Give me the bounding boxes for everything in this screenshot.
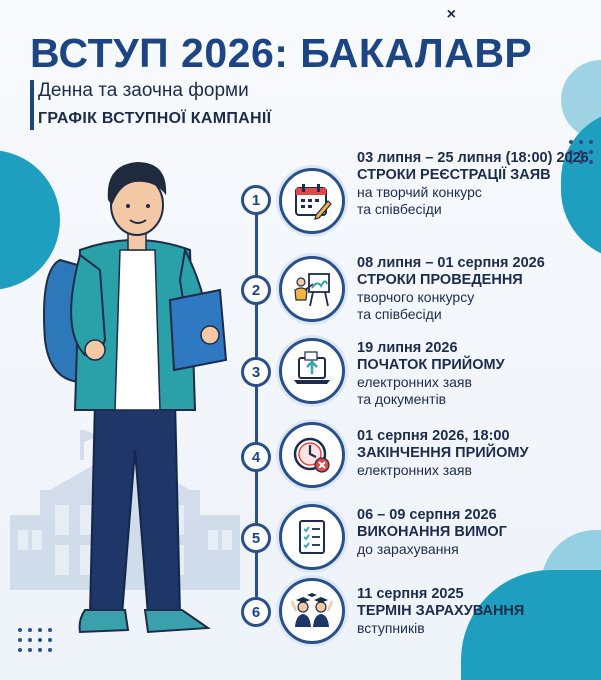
step-5-date: 06 – 09 серпня 2026 xyxy=(357,507,497,523)
step-5-desc-1: до зарахування xyxy=(357,541,459,558)
step-6-date: 11 серпня 2025 xyxy=(357,586,464,602)
step-1-date: 03 липня – 25 липня (18:00) 2026 xyxy=(357,150,589,166)
painter-icon xyxy=(279,256,345,322)
step-6-desc-1: вступників xyxy=(357,620,425,637)
step-1-desc-2: та співбесіди xyxy=(357,200,442,217)
step-3-date: 19 липня 2026 xyxy=(357,340,458,356)
step-number-6: 6 xyxy=(241,597,271,627)
step-4-text xyxy=(357,428,597,479)
step-1-desc-1: на творчий конкурс xyxy=(357,184,482,201)
step-2-text xyxy=(357,255,597,322)
step-number-2: 2 xyxy=(241,275,271,305)
clock-stop-icon xyxy=(279,422,345,488)
calendar-icon xyxy=(279,168,345,234)
step-3-text xyxy=(357,340,597,407)
step-5-heading: ВИКОНАННЯ ВИМОГ xyxy=(357,524,507,541)
step-3-heading: ПОЧАТОК ПРИЙОМУ xyxy=(357,357,505,374)
step-6-heading: ТЕРМІН ЗАРАХУВАННЯ xyxy=(357,603,525,620)
step-3-desc-2: та документів xyxy=(357,390,447,407)
student-illustration xyxy=(40,150,240,650)
close-icon: × xyxy=(446,6,456,23)
page-title: ВСТУП 2026: БАКАЛАВР xyxy=(30,30,533,76)
step-2-desc-1: творчого конкурсу xyxy=(357,289,475,306)
step-6-text xyxy=(357,586,597,637)
campaign-heading: ГРАФІК ВСТУПНОЇ КАМПАНІЇ xyxy=(38,110,272,127)
step-number-3: 3 xyxy=(241,357,271,387)
step-number-1: 1 xyxy=(241,185,271,215)
step-4-desc-1: електронних заяв xyxy=(357,462,472,479)
step-2-desc-2: та співбесіди xyxy=(357,305,442,322)
title-accent-bar xyxy=(30,80,34,130)
step-1-heading: СТРОКИ РЕЄСТРАЦІЇ ЗАЯВ xyxy=(357,167,551,184)
step-1-text xyxy=(357,150,597,217)
step-number-4: 4 xyxy=(241,442,271,472)
step-5-text xyxy=(357,507,597,558)
laptop-upload-icon xyxy=(279,338,345,404)
graduates-icon xyxy=(279,578,345,644)
step-2-date: 08 липня – 01 серпня 2026 xyxy=(357,255,545,271)
step-number-5: 5 xyxy=(241,523,271,553)
step-4-date: 01 серпня 2026, 18:00 xyxy=(357,428,510,444)
checklist-icon xyxy=(279,504,345,570)
step-3-desc-1: електронних заяв xyxy=(357,374,472,391)
page-subtitle: Денна та заочна форми xyxy=(38,80,249,101)
step-2-heading: СТРОКИ ПРОВЕДЕННЯ xyxy=(357,272,523,289)
step-4-heading: ЗАКІНЧЕННЯ ПРИЙОМУ xyxy=(357,445,529,462)
